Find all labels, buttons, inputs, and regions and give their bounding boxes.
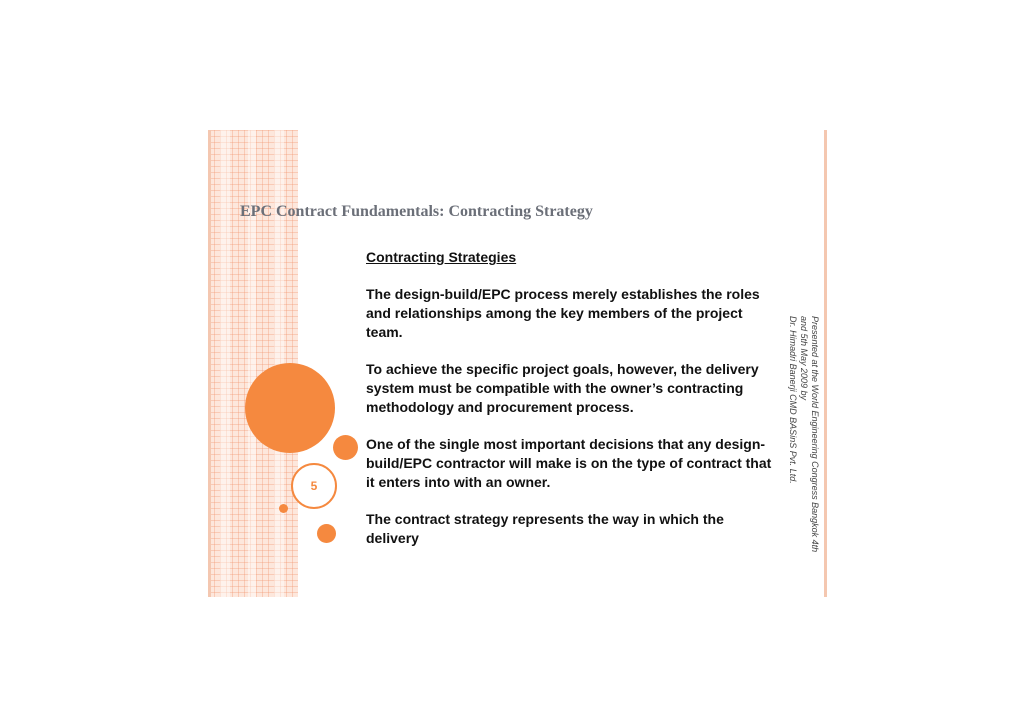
slide-body — [366, 248, 776, 566]
medium-circle-decoration — [333, 435, 358, 460]
page-number: 5 — [310, 479, 318, 493]
credit-line: Dr. Himadri Banerji CMD BASinS Pvt. Ltd. — [788, 316, 798, 484]
small-circle-decoration — [279, 504, 288, 513]
section-heading: Contracting Strategies — [366, 249, 517, 265]
body-paragraph: The contract strategy represents the way in which the delivery — [366, 511, 724, 546]
body-paragraph: The design-build/EPC process merely establishes the roles and relationships among the key members of the project team. — [366, 286, 760, 340]
page-number-badge — [291, 463, 337, 509]
slide-right-edge — [824, 130, 827, 597]
slide — [208, 130, 827, 597]
body-paragraph: To achieve the specific project goals, however, the delivery system must be compatible with the owner’s contracting methodology and procurement process. — [366, 361, 759, 415]
large-circle-decoration — [245, 363, 335, 453]
grid-band — [220, 130, 230, 597]
slide-title: EPC Contract Fundamentals: Contracting Strategy — [240, 203, 593, 220]
bottom-circle-decoration — [317, 524, 336, 543]
credit-line: Presented at the World Engineering Congress Bangkok 4th — [810, 316, 820, 553]
credit-line: and 5th May 2009 by — [799, 316, 809, 401]
slide-left-edge — [208, 130, 211, 597]
presentation-credit — [788, 316, 820, 553]
grid-band — [248, 130, 256, 597]
body-paragraph: One of the single most important decisions that any design-build/EPC contractor will make is on the type of contract that it enters into with an owner. — [366, 436, 772, 490]
